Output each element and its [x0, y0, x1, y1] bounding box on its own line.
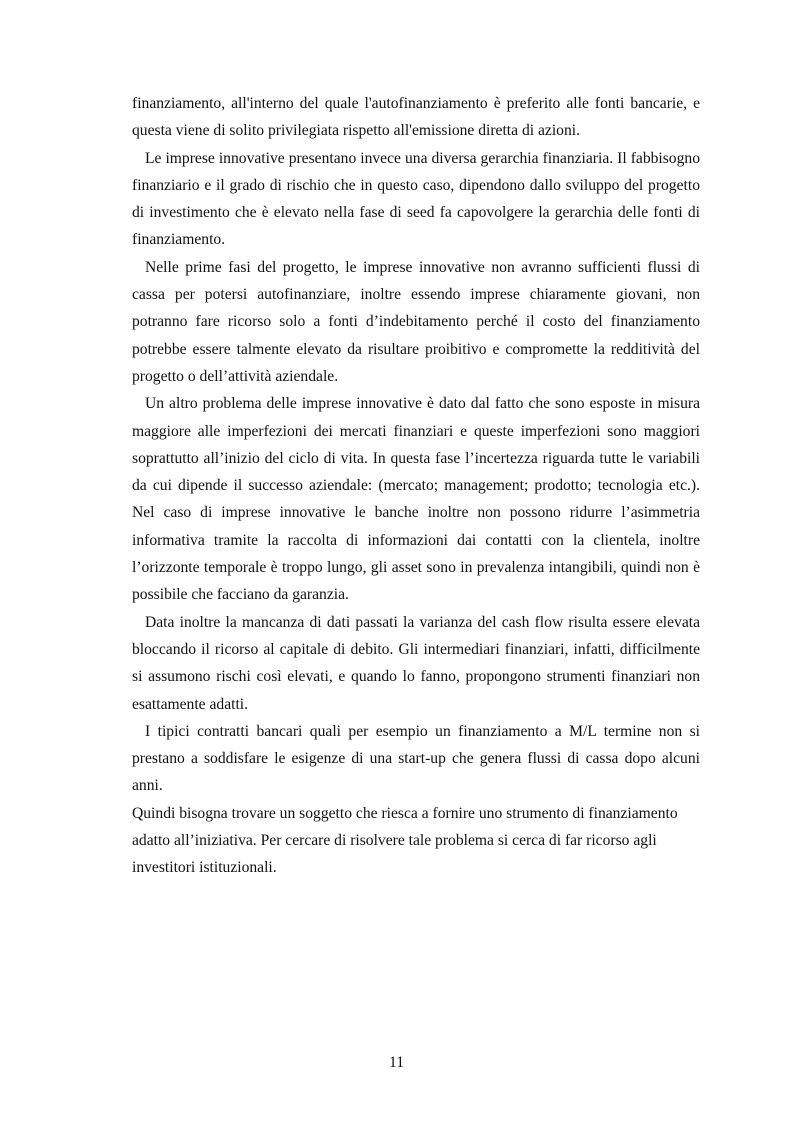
paragraph-financial-hierarchy: Le imprese innovative presentano invece una diversa gerarchia finanziaria. Il fabbisogno finanziario e il grado di rischio che in questo caso, dipendono dallo sviluppo del progetto di investimento che è elevato nella fase di seed fa capovolgere la gerarchia delle fonti di finanziamento. [132, 149, 700, 249]
paragraph-continuation: finanziamento, all'interno del quale l'autofinanziamento è preferito alle fonti bancarie, e questa viene di solito privilegiata rispetto all'emissione diretta di azioni. [132, 95, 700, 140]
paragraph-institutional-investors: Quindi bisogna trovare un soggetto che riesca a fornire uno strumento di finanziamento adatto all’iniziativa. Per cercare di risolvere tale problema si cerca di far ricorso agli investitori istituzionali. [132, 804, 678, 877]
page-number: 11 [388, 1054, 404, 1071]
paragraph-bank-contracts: I tipici contratti bancari quali per esempio un finanziamento a M/L termine non si prestano a soddisfare le esigenze di una start-up che genera flussi di cassa dopo alcuni anni. [132, 722, 700, 795]
page-body [132, 90, 700, 882]
paragraph-cash-flow-variance: Data inoltre la mancanza di dati passati la varianza del cash flow risulta essere elevata bloccando il ricorso al capitale di debito. Gli intermediari finanziari, infatti, difficilmente si assumono rischi così elevati, e quando lo fanno, propongono strumenti finanziari non esattamente adatti. [132, 613, 700, 713]
paragraph-market-imperfections: Un altro problema delle imprese innovative è dato dal fatto che sono esposte in misura maggiore alle imperfezioni dei mercati finanziari e queste imperfezioni sono maggiori soprattutto all’inizio del ciclo di vita. In questa fase l’incertezza riguarda tutte le variabili da cui dipende il successo aziendale: (mercato; management; prodotto; tecnologia etc.). Nel caso di imprese innovative le banche inoltre non possono ridurre l’asimmetria informativa tramite la raccolta di informazioni dai contatti con la clientela, inoltre l’orizzonte temporale è troppo lungo, gli asset sono in prevalenza intangibili, quindi non è possibile che facciano da garanzia. [132, 395, 700, 604]
paragraph-early-phases: Nelle prime fasi del progetto, le imprese innovative non avranno sufficienti flussi di cassa per potersi autofinanziare, inoltre essendo imprese chiaramente giovani, non potranno fare ricorso solo a fonti d’indebitamento perché il costo del finanziamento potrebbe essere talmente elevato da risultare proibitivo e compromette la redditività del progetto o dell’attività aziendale. [132, 258, 700, 385]
